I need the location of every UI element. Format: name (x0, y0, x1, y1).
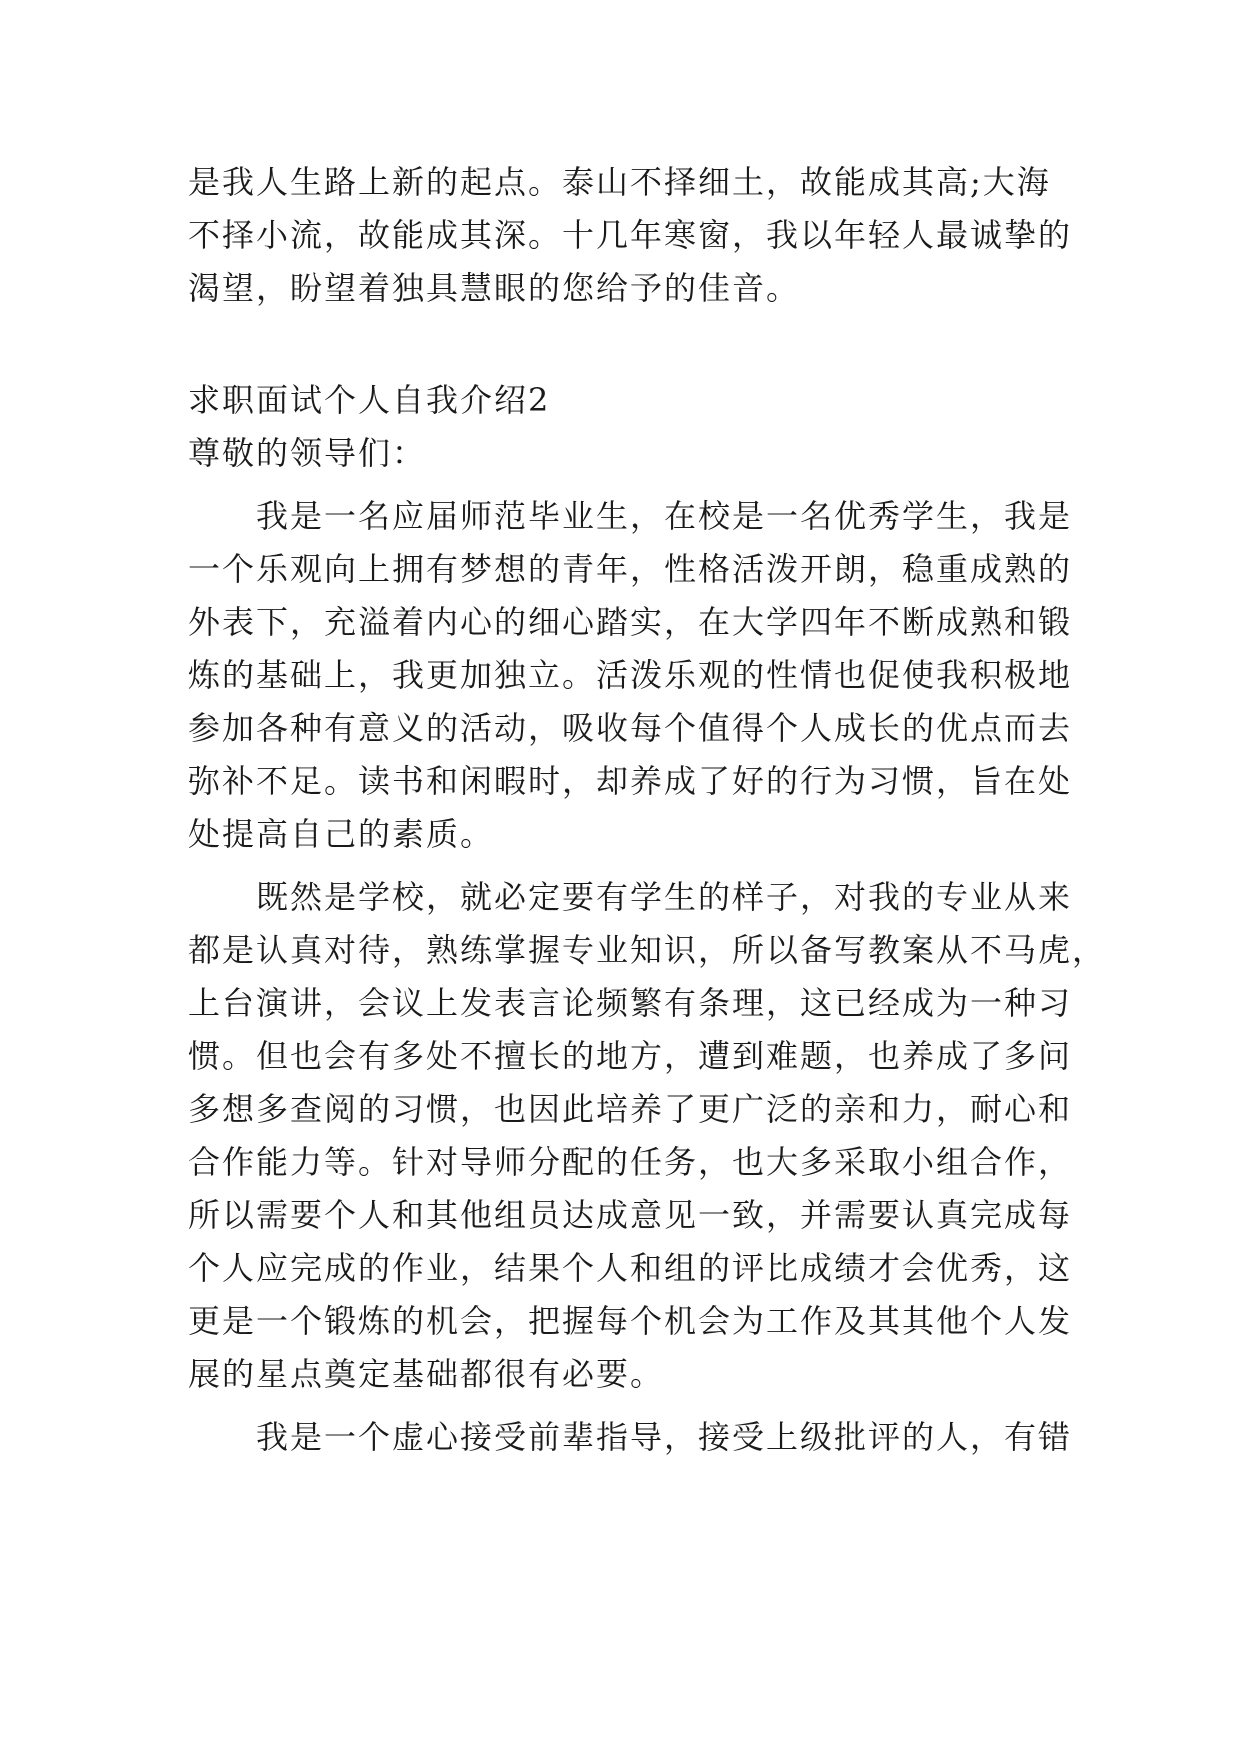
paragraph-1-line-7: 处提高自己的素质。 (188, 815, 495, 853)
paragraph-2-line-1: 既然是学校，就必定要有学生的样子，对我的专业从来 (256, 878, 1073, 916)
paragraph-2-line-8: 个人应完成的作业，结果个人和组的评比成绩才会优秀，这 (188, 1249, 1073, 1287)
intro-line-3: 渴望，盼望着独具慧眼的您给予的佳音。 (188, 269, 801, 307)
salutation: 尊敬的领导们： (188, 434, 427, 472)
paragraph-3-line-1: 我是一个虚心接受前辈指导，接受上级批评的人，有错 (256, 1418, 1073, 1456)
section-title: 求职面试个人自我介绍2 (188, 381, 551, 419)
paragraph-1-line-6: 弥补不足。读书和闲暇时，却养成了好的行为习惯，旨在处 (188, 762, 1073, 800)
paragraph-1-line-3: 外表下，充溢着内心的细心踏实，在大学四年不断成熟和锻 (188, 603, 1073, 641)
paragraph-2-line-2: 都是认真对待，熟练掌握专业知识，所以备写教案从不马虎， (188, 931, 1107, 969)
intro-line-2: 不择小流，故能成其深。十几年寒窗，我以年轻人最诚挚的 (188, 216, 1073, 254)
paragraph-2-line-6: 合作能力等。针对导师分配的任务，也大多采取小组合作， (188, 1143, 1073, 1181)
paragraph-2-line-4: 惯。但也会有多处不擅长的地方，遭到难题，也养成了多问 (188, 1037, 1073, 1075)
intro-line-1: 是我人生路上新的起点。泰山不择细土，故能成其高;大海 (188, 163, 1051, 201)
paragraph-2-line-9: 更是一个锻炼的机会，把握每个机会为工作及其其他个人发 (188, 1302, 1073, 1340)
paragraph-1-line-4: 炼的基础上，我更加独立。活泼乐观的性情也促使我积极地 (188, 656, 1073, 694)
paragraph-1-line-2: 一个乐观向上拥有梦想的青年，性格活泼开朗，稳重成熟的 (188, 550, 1073, 588)
paragraph-1-line-1: 我是一名应届师范毕业生，在校是一名优秀学生，我是 (256, 497, 1073, 535)
paragraph-1-line-5: 参加各种有意义的活动，吸收每个值得个人成长的优点而去 (188, 709, 1073, 747)
paragraph-2-line-7: 所以需要个人和其他组员达成意见一致，并需要认真完成每 (188, 1196, 1073, 1234)
paragraph-2-line-10: 展的星点奠定基础都很有必要。 (188, 1355, 665, 1393)
paragraph-2-line-5: 多想多查阅的习惯，也因此培养了更广泛的亲和力，耐心和 (188, 1090, 1073, 1128)
paragraph-2-line-3: 上台演讲，会议上发表言论频繁有条理，这已经成为一种习 (188, 984, 1073, 1022)
